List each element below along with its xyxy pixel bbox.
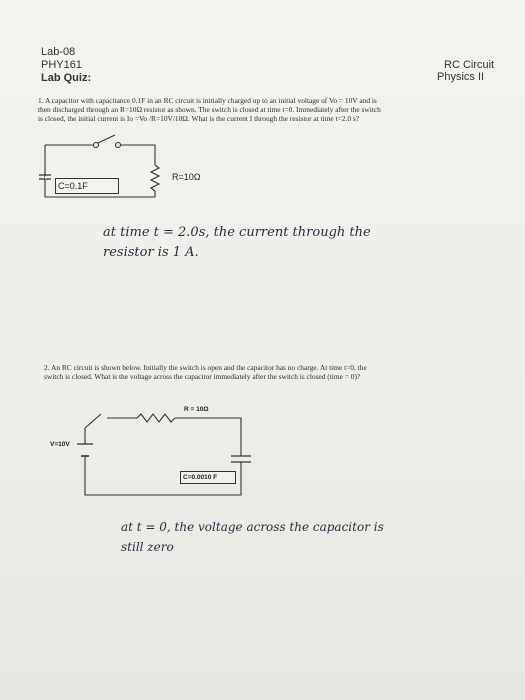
q2-capacitor-label-text: C=0.0010 F — [183, 474, 218, 481]
subject-title: Physics II — [437, 71, 485, 83]
q1-circuit-diagram — [35, 125, 250, 215]
q2-text-line1: 2. An RC circuit is shown below. Initially the switch is open and the capacitor has no charge. At time t=0, the — [44, 363, 367, 372]
quiz-title: Lab Quiz: — [41, 72, 92, 84]
q2-answer-line1: at t = 0, the voltage across the capacitor is — [121, 520, 384, 534]
q1-text-line3: is closed, the initial current is Io =Vo /R=10V/10Ω. What is the current I through the resistor at time t=2.0 s? — [38, 114, 360, 123]
q1-capacitor-label — [55, 178, 119, 194]
q1-text-line2: then discharged through an R=10Ω resistor as shown. The switch is closed at time t=0. Immediately after the switch — [38, 105, 381, 114]
q1-answer-line1: at time t = 2.0s, the current through the — [103, 225, 371, 240]
q2-battery-label: V=10V — [50, 441, 70, 448]
lab-number: Lab-08 — [41, 46, 76, 58]
q1-capacitor-label-text: C=0.1F — [58, 181, 88, 191]
q1-text-line1: 1. A capacitor with capacitance 0.1F in an RC circuit is initially charged up to an initial voltage of Vo = 10V and is — [38, 96, 377, 105]
q1-answer-line2: resistor is 1 A. — [103, 245, 199, 260]
q2-capacitor-label — [180, 471, 236, 484]
q2-resistor-label: R = 10Ω — [184, 406, 209, 413]
course-code: PHY161 — [41, 59, 82, 71]
q2-answer-line2: still zero — [121, 540, 174, 554]
q2-text-line2: switch is closed. What is the voltage across the capacitor immediately after the switch is closed (time = 0)? — [44, 372, 361, 381]
q2-circuit-diagram — [75, 400, 275, 505]
q1-resistor-label: R=10Ω — [172, 172, 201, 182]
topic-title: RC Circuit — [444, 59, 495, 71]
